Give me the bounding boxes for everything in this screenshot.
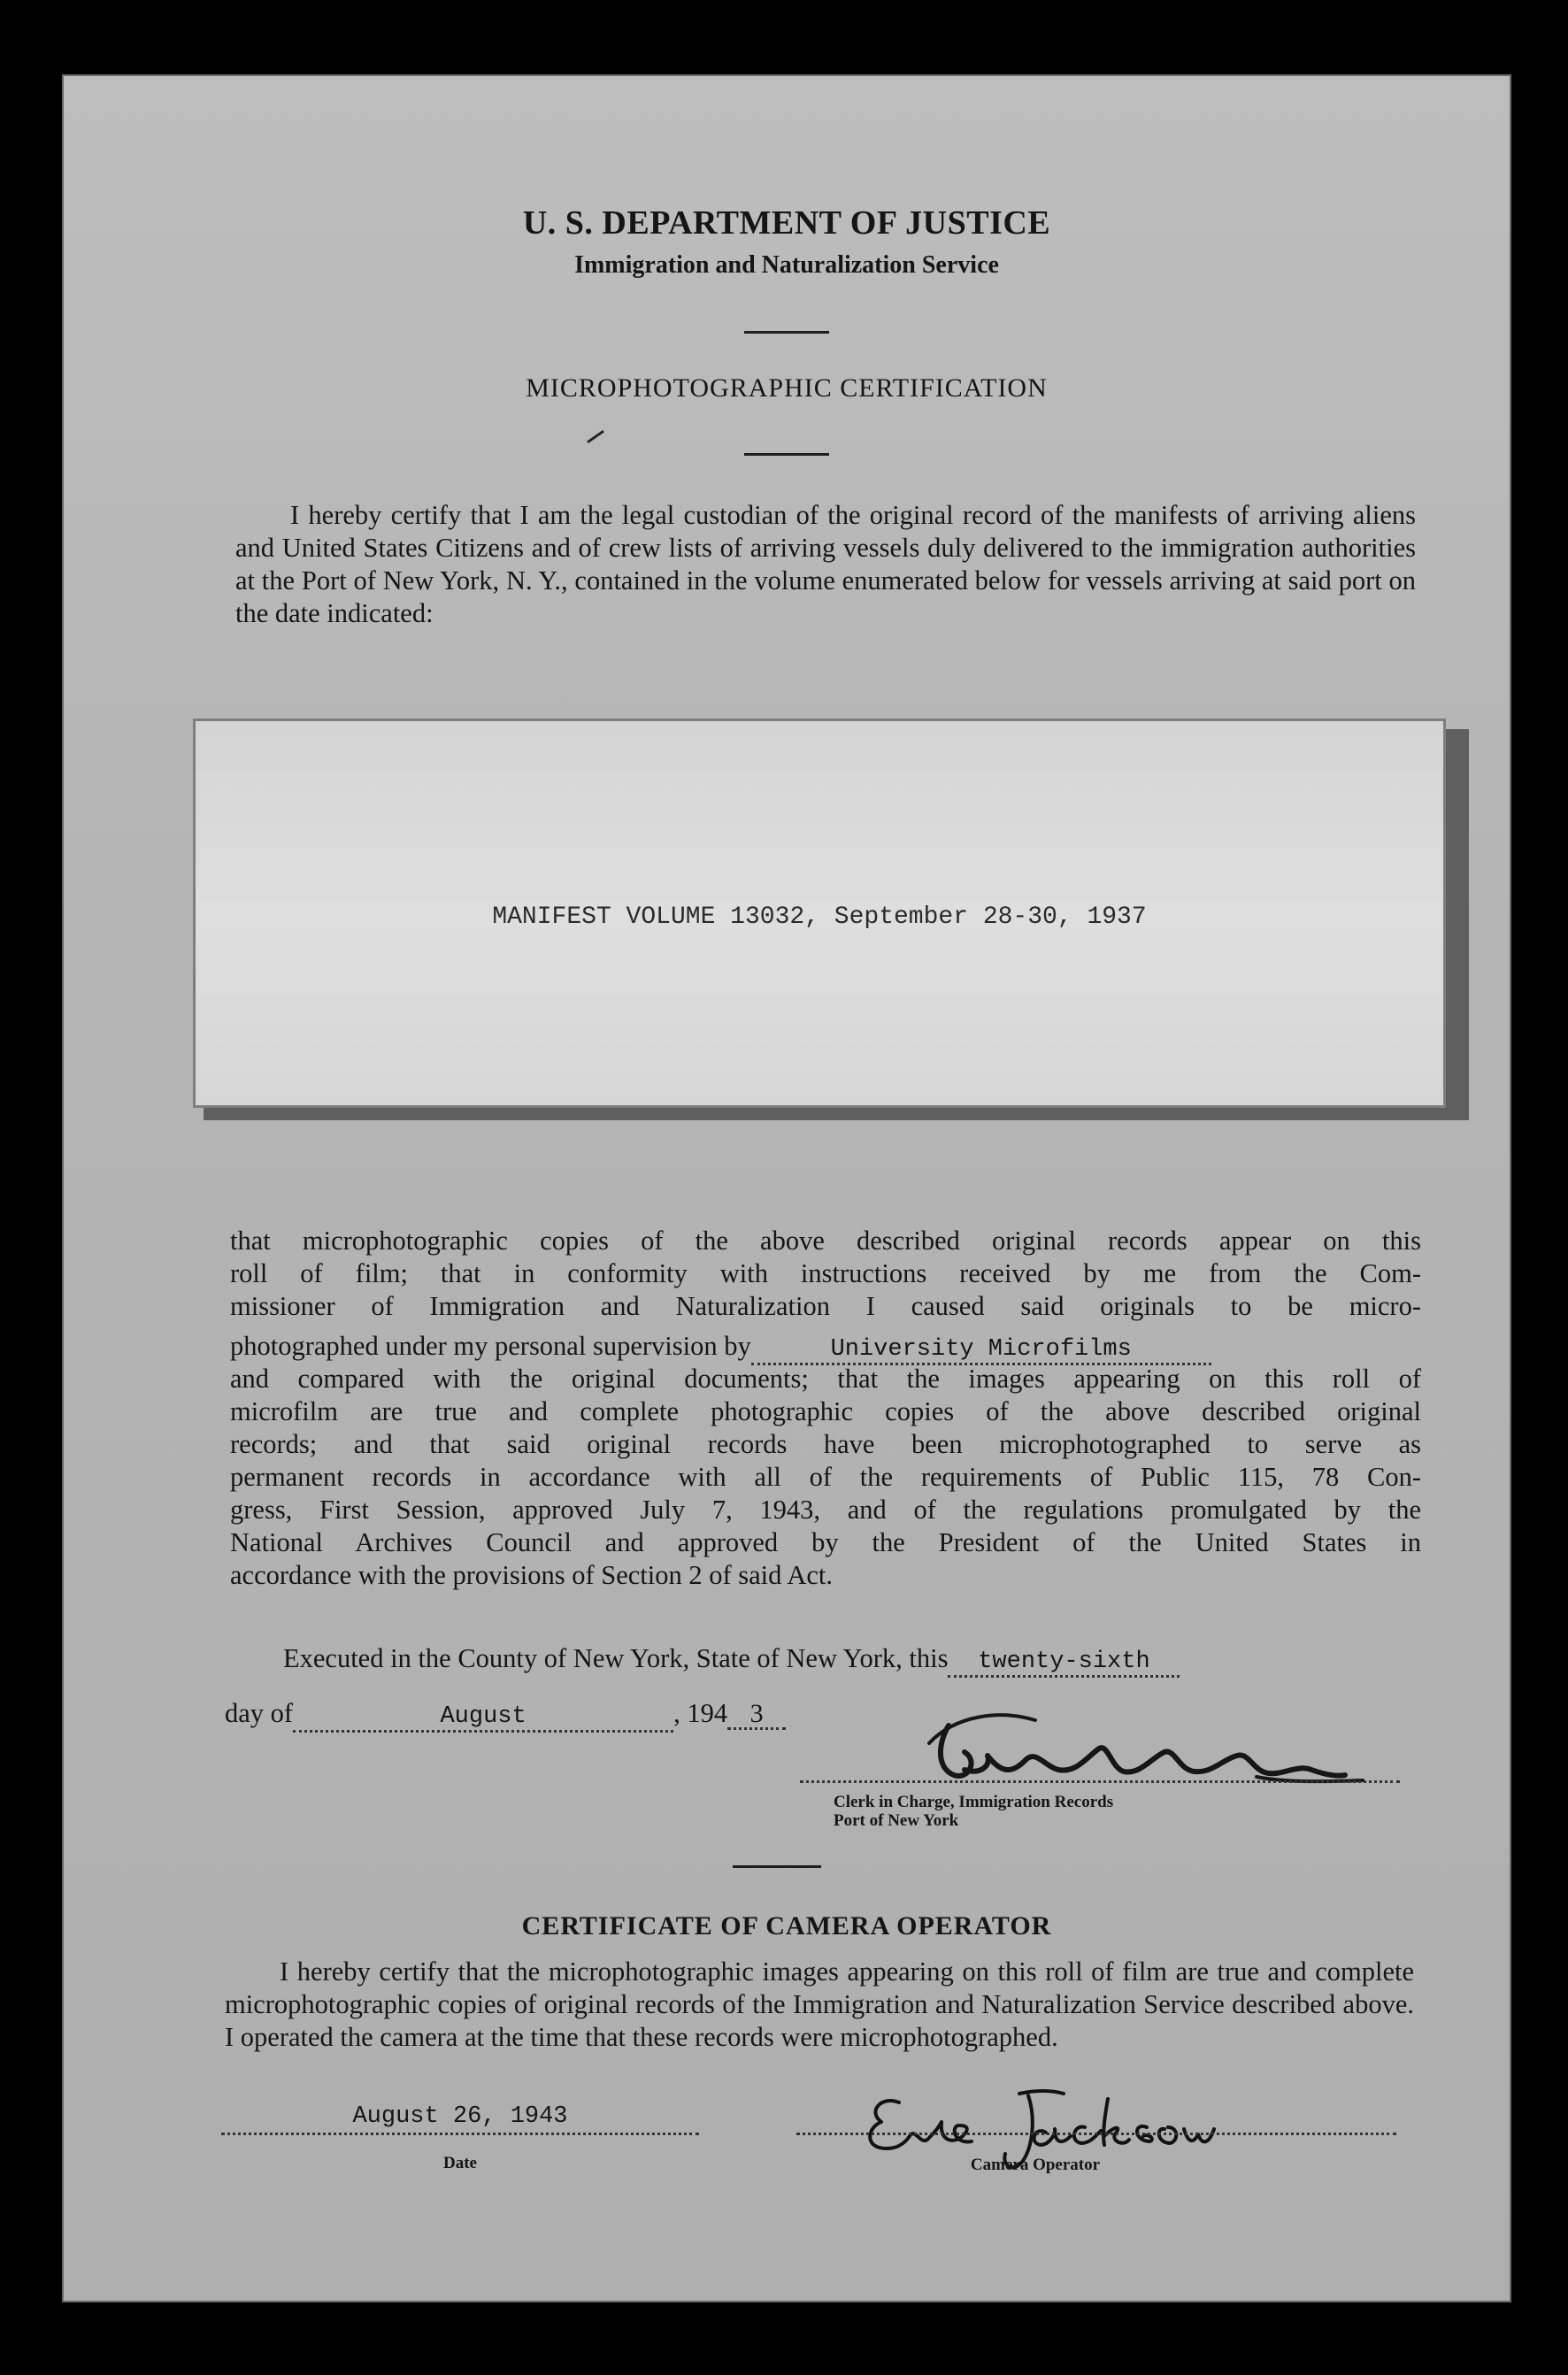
paragraph-line: permanent records in accordance with all of the requirements of Public 115, 78 Con- bbox=[230, 1462, 1421, 1492]
execution-prefix: Executed in the County of New York, State of New York, this bbox=[283, 1643, 949, 1673]
title-rule bbox=[744, 453, 829, 456]
execution-month-field: August bbox=[293, 1703, 673, 1733]
year-prefix: , 194 bbox=[673, 1698, 728, 1728]
camera-operator-label: Camera Operator bbox=[970, 2156, 1101, 2174]
paragraph-line: missioner of Immigration and Naturalization I caused said originals to be micro- bbox=[230, 1291, 1421, 1321]
header-rule bbox=[744, 331, 829, 334]
operator-date-field: August 26, 1943 bbox=[221, 2101, 699, 2135]
clerk-label bbox=[834, 1793, 1294, 1830]
paragraph-line: gress, First Session, approved July 7, 1943, and of the regulations promulgated by the bbox=[230, 1495, 1421, 1525]
service-subheading: Immigration and Naturalization Service bbox=[574, 251, 999, 279]
date-label: Date bbox=[443, 2154, 477, 2172]
operator-certificate-title: CERTIFICATE OF CAMERA OPERATOR bbox=[521, 1911, 1052, 1941]
year-digit-field: 3 bbox=[727, 1701, 786, 1730]
paragraph-line: microfilm are true and complete photographic copies of the above described original bbox=[230, 1396, 1421, 1426]
manifest-volume-label: MANIFEST VOLUME 13032, September 28-30, 1937 bbox=[492, 903, 1147, 931]
paragraph-line: that microphotographic copies of the above described original records appear on this bbox=[230, 1226, 1421, 1256]
certification-title: MICROPHOTOGRAPHIC CERTIFICATION bbox=[526, 373, 1048, 403]
operator-paragraph: I hereby certify that the microphotographic images appearing on this roll of film are true and complete microphotographic copies of original records of the Immigration and Naturalization Service described above. I operated the camera at the time that these records were microphotographed. bbox=[225, 1956, 1414, 2052]
department-heading: U. S. DEPARTMENT OF JUSTICE bbox=[522, 204, 1051, 242]
paragraph-line: and compared with the original documents; that the images appearing on this roll of bbox=[230, 1364, 1421, 1394]
camera-operator-signature-line bbox=[796, 2101, 1396, 2135]
main-paragraph bbox=[230, 1225, 1421, 1592]
execution-line bbox=[283, 1642, 1425, 1678]
intro-paragraph: I hereby certify that I am the legal custodian of the original record of the manifests of arriving aliens and United States Citizens and of crew lists of arriving vessels duly delivered to the immigration authorities at the Port of New York, N. Y., contained in the volume enumerated below for vessels arriving at said port on the date indicated: bbox=[235, 500, 1416, 628]
pen-mark bbox=[587, 430, 604, 443]
photographer-prefix: photographed under my personal supervision by bbox=[230, 1331, 751, 1361]
paragraph-line: accordance with the provisions of Section 2 of said Act. bbox=[230, 1560, 833, 1590]
photographer-field: University Microfilms bbox=[751, 1336, 1211, 1365]
paragraph-line: roll of film; that in conformity with instructions received by me from the Com- bbox=[230, 1258, 1421, 1288]
paragraph-line: records; and that said original records have been microphotographed to serve as bbox=[230, 1429, 1421, 1459]
clerk-signature-line bbox=[800, 1780, 1400, 1783]
day-of-line bbox=[225, 1697, 933, 1733]
photographer-line bbox=[230, 1330, 1421, 1363]
clerk-port: Port of New York bbox=[834, 1811, 959, 1830]
certificate-sheet bbox=[62, 74, 1511, 2302]
execution-day-field: twenty-sixth bbox=[948, 1649, 1180, 1678]
section-rule bbox=[733, 1865, 821, 1868]
clerk-title: Clerk in Charge, Immigration Records bbox=[834, 1793, 1114, 1811]
paragraph-line: National Archives Council and approved by the President of the United States in bbox=[230, 1527, 1421, 1557]
day-of-label: day of bbox=[225, 1698, 294, 1728]
manifest-panel bbox=[193, 719, 1446, 1108]
